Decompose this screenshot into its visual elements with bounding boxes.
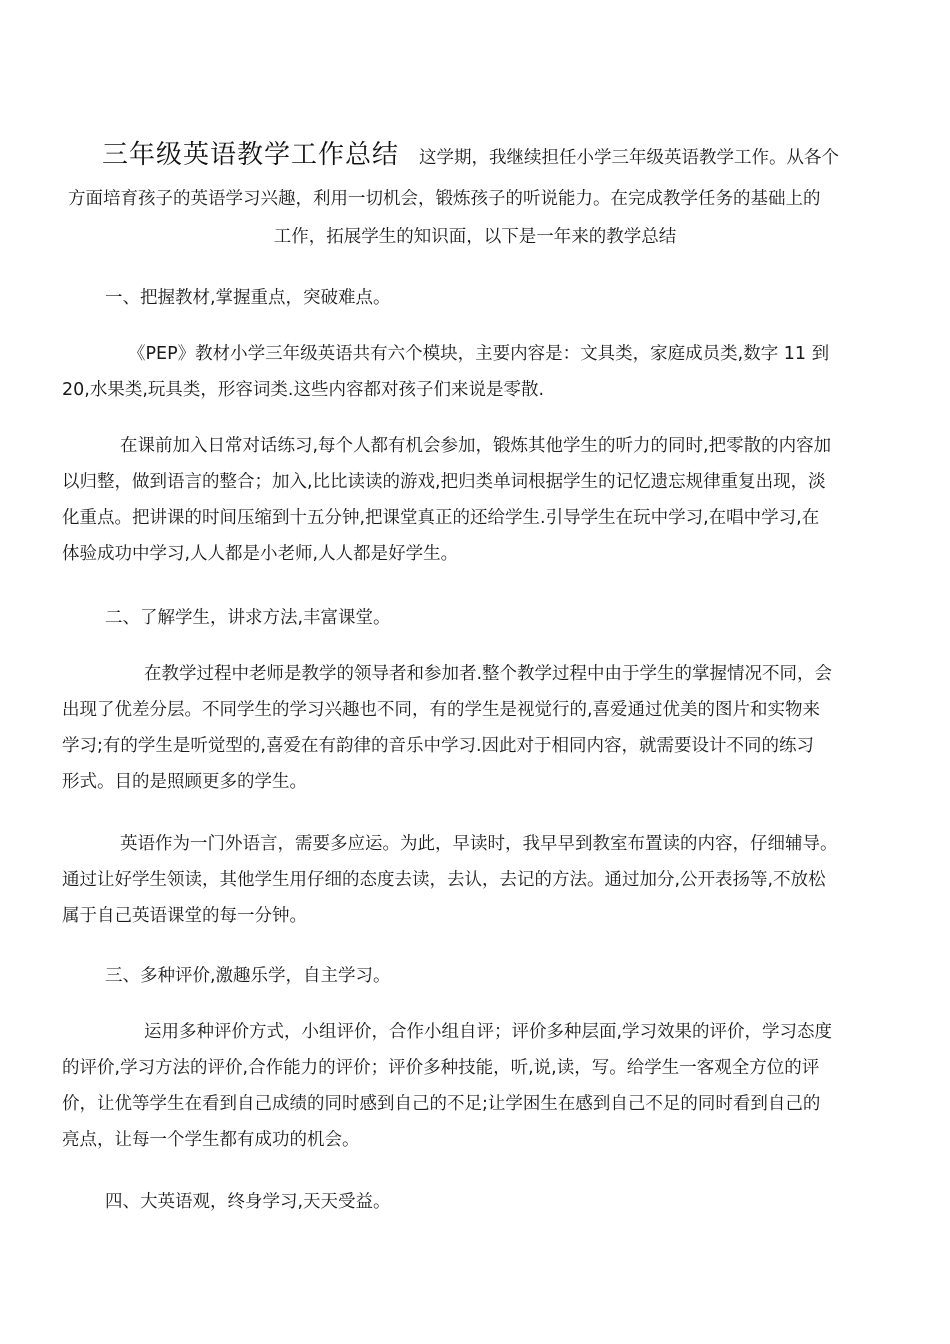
section-3-heading: 三、多种评价,激趣乐学，自主学习。 [105, 966, 391, 986]
document-title: 三年级英语教学工作总结 [102, 140, 400, 170]
title-line [102, 134, 839, 171]
paragraph-5 [62, 1014, 832, 1158]
intro-line-2-block [68, 181, 821, 217]
section-1-heading: 一、把握教材,掌握重点，突破难点。 [105, 288, 391, 308]
paragraph-4-line: 通过让好学生领读，其他学生用仔细的态度去读，去认，去记的方法。通过加分,公开表扬等,不放松 [62, 870, 826, 890]
paragraph-3-line: 出现了优差分层。不同学生的学习兴趣也不同，有的学生是视觉行的,喜爱通过优美的图片和实物来 [62, 700, 821, 720]
paragraph-3-line: 学习;有的学生是听觉型的,喜爱在有韵律的音乐中学习.因此对于相同内容，就需要设计不同的练习 [62, 736, 815, 756]
intro-line-3-block [0, 219, 950, 255]
section-2-heading: 二、了解学生，讲求方法,丰富课堂。 [105, 608, 391, 628]
paragraph-4-line: 英语作为一门外语言，需要多应运。为此，早读时，我早早到教室布置读的内容，仔细辅导。 [120, 834, 838, 854]
paragraph-2-line: 化重点。把讲课的时间压缩到十五分钟,把课堂真正的还给学生.引导学生在玩中学习,在唱中学习,在 [62, 508, 820, 528]
paragraph-4 [62, 826, 838, 934]
paragraph-1-line: 《PEP》教材小学三年级英语共有六个模块，主要内容是：文具类，家庭成员类,数字 11 到 [128, 344, 830, 364]
paragraph-2-line: 在课前加入日常对话练习,每个人都有机会参加，锻炼其他学生的听力的同时,把零散的内容加 [120, 436, 832, 456]
paragraph-5-line: 价，让优等学生在看到自己成绩的同时感到自己的不足;让学困生在感到自己不足的同时看到自己的 [62, 1094, 821, 1114]
intro-line-3: 工作，拓展学生的知识面，以下是一年来的教学总结 [273, 227, 677, 247]
paragraph-5-line: 运用多种评价方式，小组评价，合作小组自评；评价多种层面,学习效果的评价，学习态度 [144, 1022, 833, 1042]
paragraph-3-line: 形式。目的是照顾更多的学生。 [62, 772, 307, 792]
paragraph-2-line: 以归整，做到语言的整合；加入,比比读读的游戏,把归类单词根据学生的记忆遗忘规律重复出现，淡 [62, 472, 826, 492]
intro-line-2: 方面培育孩子的英语学习兴趣，利用一切机会，锻炼孩子的听说能力。在完成教学任务的基础上的 [68, 189, 821, 209]
paragraph-4-line: 属于自己英语课堂的每一分钟。 [62, 906, 307, 926]
paragraph-2 [62, 428, 831, 572]
section-4-heading: 四、大英语观，终身学习,天天受益。 [105, 1192, 391, 1212]
paragraph-3 [62, 656, 832, 800]
paragraph-2-line: 体验成功中学习,人人都是小老师,人人都是好学生。 [62, 544, 459, 564]
paragraph-5-line: 的评价,学习方法的评价,合作能力的评价；评价多种技能，听,说,读，写。给学生一客观全方位的评 [62, 1058, 820, 1078]
paragraph-1-line: 20,水果类,玩具类，形容词类.这些内容都对孩子们来说是零散. [62, 380, 545, 400]
paragraph-1 [62, 336, 829, 408]
paragraph-5-line: 亮点，让每一个学生都有成功的机会。 [62, 1130, 360, 1150]
intro-line-1: 这学期，我继续担任小学三年级英语教学工作。从各个 [419, 148, 840, 168]
paragraph-3-line: 在教学过程中老师是教学的领导者和参加者.整个教学过程中由于学生的掌握情况不同，会 [144, 664, 833, 684]
